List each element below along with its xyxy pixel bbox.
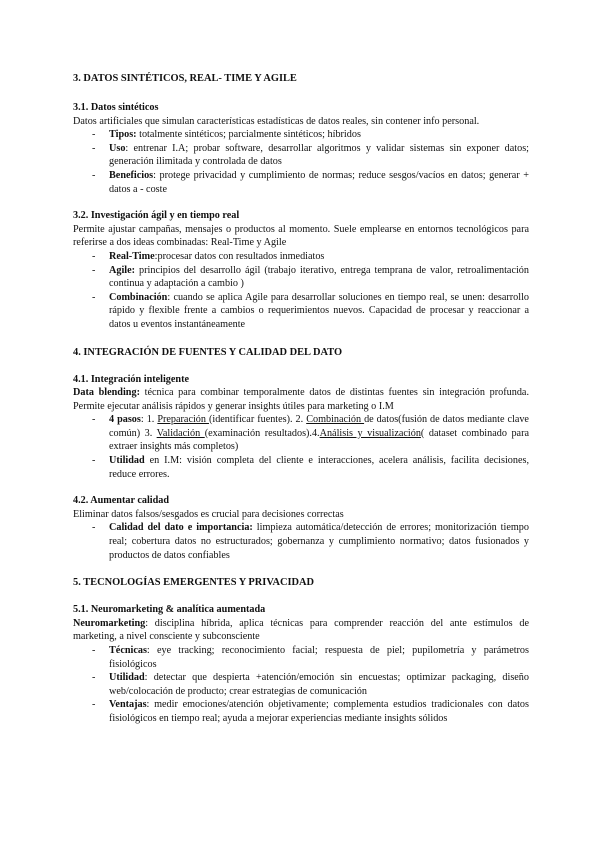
item-label: Calidad del dato e importancia: bbox=[109, 522, 253, 534]
section-4-title: 4. INTEGRACIÓN DE FUENTES Y CALIDAD DEL DATO bbox=[73, 346, 343, 358]
intro-text: : disciplina híbrida, aplica técnicas para comprender reacción del ante estímulos de marketing, a nivel consciente y subconsciente bbox=[73, 617, 529, 643]
item-text: totalmente sintéticos; parcialmente sintéticos; híbridos bbox=[136, 129, 361, 141]
bullet-dash: - bbox=[92, 672, 96, 684]
item-text: de datos(fusión de datos mediante clave común) 3. bbox=[109, 414, 529, 439]
subsection-3-2-intro: Permite ajustar campañas, mensajes o productos al momento. Suele emplearse en entornos tecnológicos para referirse a dos ideas combinadas: Real-Time y Agile bbox=[73, 223, 529, 249]
item-text: principios del desarrollo ágil (trabajo iterativo, entrega temprana de valor, retroalimentación continua y adaptación a cambio ) bbox=[109, 264, 529, 290]
subsection-5-1-title: 5.1. Neuromarketing & analítica aumentada bbox=[73, 604, 266, 616]
subsection-4-2-list bbox=[73, 521, 529, 562]
list-item bbox=[73, 291, 529, 332]
list-item bbox=[73, 671, 529, 698]
item-label: Tipos: bbox=[109, 129, 137, 141]
item-label: Utilidad bbox=[109, 672, 145, 684]
item-text: : 1. bbox=[140, 414, 158, 426]
list-item bbox=[73, 454, 529, 481]
subsection-3-1-title: 3.1. Datos sintéticos bbox=[73, 102, 159, 113]
list-item bbox=[73, 142, 529, 169]
bullet-dash: - bbox=[92, 645, 96, 656]
item-label: Beneficios bbox=[109, 169, 154, 181]
step-3-label: Validación bbox=[156, 427, 205, 439]
step-4-label: Análisis y visualización bbox=[319, 427, 421, 439]
bullet-dash: - bbox=[92, 264, 96, 276]
bullet-dash: - bbox=[92, 142, 96, 154]
subsection-3-1-list bbox=[73, 128, 529, 196]
item-text: : cuando se aplica Agile para desarrollar soluciones en tiempo real, se unen: desarrollo rápido y flexible frente a cambios o requerimientos nuevos. Capacidad de procesar y reaccionar a datos u eventos instantáneamente bbox=[109, 291, 529, 330]
item-label: Ventajas bbox=[109, 699, 147, 711]
subsection-4-1-title: 4.1. Integración inteligente bbox=[73, 373, 190, 385]
item-label: Utilidad bbox=[109, 455, 145, 467]
item-text: : eye tracking; reconocimiento facial; respuesta de piel; pupilometría y parámetros fisiológicos bbox=[109, 645, 529, 670]
list-item bbox=[73, 413, 529, 454]
section-3-title: 3. DATOS SINTÉTICOS, REAL- TIME Y AGILE bbox=[73, 73, 297, 84]
bullet-dash: - bbox=[92, 699, 96, 711]
subsection-4-2-intro: Eliminar datos falsos/sesgados es crucial para decisiones correctas bbox=[73, 508, 344, 520]
subsection-4-1-list bbox=[73, 413, 529, 481]
subsection-4-1-intro bbox=[73, 386, 529, 413]
item-label: Combinación bbox=[109, 291, 168, 303]
item-text: :procesar datos con resultados inmediatos bbox=[154, 250, 325, 262]
list-item bbox=[73, 698, 529, 725]
item-text: : detectar que despierta +atención/emoción sin encuestas; optimizar packaging, diseño web/colocación de producto; crear estrategias de comunicación bbox=[109, 672, 529, 697]
bullet-dash: - bbox=[92, 522, 96, 534]
list-item bbox=[73, 644, 529, 671]
list-item bbox=[73, 250, 529, 264]
item-text: (identificar fuentes). 2. bbox=[208, 414, 307, 426]
bullet-dash: - bbox=[92, 414, 96, 426]
item-text: ( dataset combinado para extraer insights más completos) bbox=[109, 427, 529, 453]
item-text: limpieza automática/detección de errores; monitorización tiempo real; cobertura datos no estructurados; gobernanza y cumplimiento normativo; datos fusionados y productos de datos confiables bbox=[109, 522, 529, 561]
item-label: 4 pasos bbox=[109, 414, 141, 426]
item-label: Uso bbox=[109, 142, 126, 154]
section-5-title: 5. TECNOLOGÍAS EMERGENTES Y PRIVACIDAD bbox=[73, 577, 315, 589]
list-item bbox=[73, 128, 529, 142]
bullet-dash: - bbox=[92, 129, 96, 141]
subsection-4-2-title: 4.2. Aumentar calidad bbox=[73, 495, 170, 507]
item-label: Técnicas bbox=[109, 645, 147, 656]
bullet-dash: - bbox=[92, 169, 96, 181]
list-item bbox=[73, 521, 529, 562]
step-1-label: Preparación bbox=[157, 414, 209, 426]
item-text: : medir emociones/atención objetivamente; complementa estudios tradicionales con datos fisiológicos en tiempo real; ayuda a mejorar experiencias mediante insights sólidos bbox=[109, 699, 529, 724]
bullet-dash: - bbox=[92, 291, 96, 303]
list-item bbox=[73, 169, 529, 196]
item-text: (examinación resultados).4. bbox=[204, 427, 320, 439]
list-item bbox=[73, 264, 529, 291]
intro-label: Data blending: bbox=[73, 387, 140, 399]
step-2-label: Combinación bbox=[306, 414, 365, 426]
subsection-5-1-intro bbox=[73, 617, 529, 644]
intro-label: Neuromarketing bbox=[73, 617, 146, 629]
bullet-dash: - bbox=[92, 250, 96, 262]
item-label: Agile: bbox=[109, 264, 136, 276]
document-content bbox=[73, 72, 529, 726]
subsection-5-1-list bbox=[73, 644, 529, 726]
subsection-3-2-title: 3.2. Investigación ágil y en tiempo real bbox=[73, 210, 240, 222]
item-label: Real-Time bbox=[109, 250, 155, 262]
intro-text: técnica para combinar temporalmente datos de distintas fuentes sin integración profunda. Permite ejecutar análisis rápidos y generar insights útiles para marketing o I.M bbox=[73, 387, 529, 412]
item-text: : entrenar I.A; probar software, desarrollar algoritmos y validar sistemas sin exponer datos; generación ilimitada y controlada de datos bbox=[109, 142, 529, 168]
bullet-dash: - bbox=[92, 455, 96, 467]
subsection-3-2-list bbox=[73, 250, 529, 332]
item-text: : protege privacidad y cumplimiento de normas; reduce sesgos/vacíos en datos; generar + datos a - coste bbox=[109, 169, 529, 195]
subsection-3-1-intro: Datos artificiales que simulan características estadísticas de datos reales, sin contener info personal. bbox=[73, 115, 480, 127]
item-text: en I.M: visión completa del cliente e interacciones, acelera análisis, facilita decisiones, reduce errores. bbox=[109, 455, 529, 480]
